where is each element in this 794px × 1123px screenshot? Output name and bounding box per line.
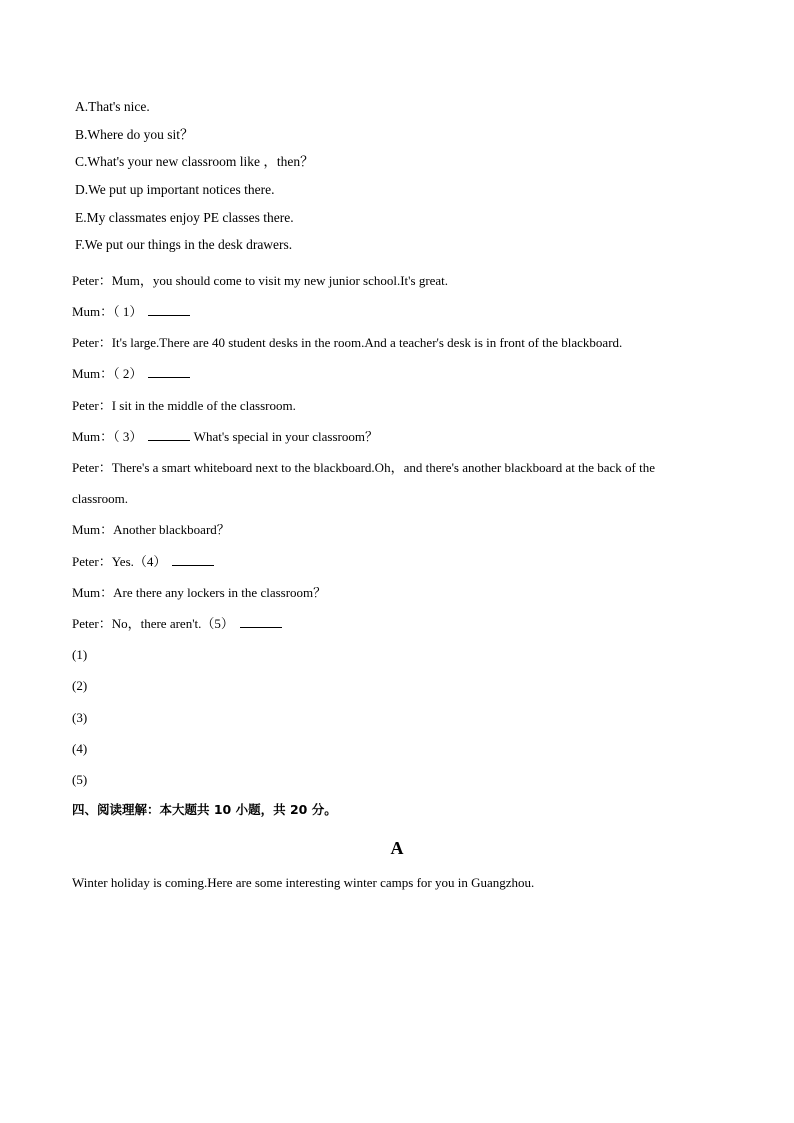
- option-d: D.We put up important notices there.: [75, 182, 275, 197]
- dialogue-line-1: Peter：Mum，you should come to visit my new junior school.It's great.: [72, 273, 449, 288]
- answer-line-5: (5): [72, 772, 88, 787]
- passage-intro: Winter holiday is coming.Here are some interesting winter camps for you in Guangzhou.: [72, 875, 535, 890]
- answer-blank-4[interactable]: [172, 553, 214, 566]
- dialogue-line-4-text: Mum：（ 2）: [72, 366, 143, 381]
- answer-blank-3[interactable]: [148, 428, 190, 441]
- option-f: F.We put our things in the desk drawers.: [75, 237, 293, 252]
- answer-line-2: (2): [72, 678, 88, 693]
- dialogue-line-11: Mum：Are there any lockers in the classroom？: [72, 585, 327, 600]
- dialogue-line-6: [72, 428, 378, 446]
- dialogue-line-6-question: What's special in your classroom？: [193, 429, 378, 444]
- answer-line-4: (4): [72, 741, 88, 756]
- dialogue-line-3: Peter：It's large.There are 40 student desks in the room.And a teacher's desk is in front of the blackboard.: [72, 335, 623, 350]
- option-e: E.My classmates enjoy PE classes there.: [75, 210, 294, 225]
- dialogue-line-12-text: Peter：No，there aren't.（5）: [72, 616, 234, 631]
- answer-blank-1[interactable]: [148, 303, 190, 316]
- answer-line-1: (1): [72, 647, 88, 662]
- dialogue-line-9: Mum：Another blackboard？: [72, 522, 230, 537]
- dialogue-line-10-text: Peter：Yes.（4）: [72, 554, 167, 569]
- answer-blank-5[interactable]: [240, 615, 282, 628]
- dialogue-line-5: Peter：I sit in the middle of the classroom.: [72, 398, 296, 413]
- dialogue-line-2: [72, 303, 190, 321]
- answer-blank-2[interactable]: [148, 365, 190, 378]
- passage-title: A: [390, 838, 404, 858]
- dialogue-line-2-text: Mum：（ 1）: [72, 304, 143, 319]
- option-a: A.That's nice.: [75, 99, 150, 114]
- option-c: C.What's your new classroom like ，then？: [75, 154, 314, 169]
- answer-line-3: (3): [72, 710, 88, 725]
- dialogue-line-6-text: Mum：（ 3）: [72, 429, 143, 444]
- dialogue-line-12: [72, 615, 282, 633]
- section-heading: 四、阅读理解：本大题共 10 小题，共 20 分。: [72, 802, 337, 817]
- dialogue-line-7: Peter：There's a smart whiteboard next to the blackboard.Oh，and there's another blackboard at the back of the: [72, 460, 655, 475]
- dialogue-line-4: [72, 365, 190, 383]
- dialogue-line-10: [72, 553, 214, 571]
- dialogue-line-8: classroom.: [72, 491, 128, 506]
- option-b: B.Where do you sit？: [75, 127, 194, 142]
